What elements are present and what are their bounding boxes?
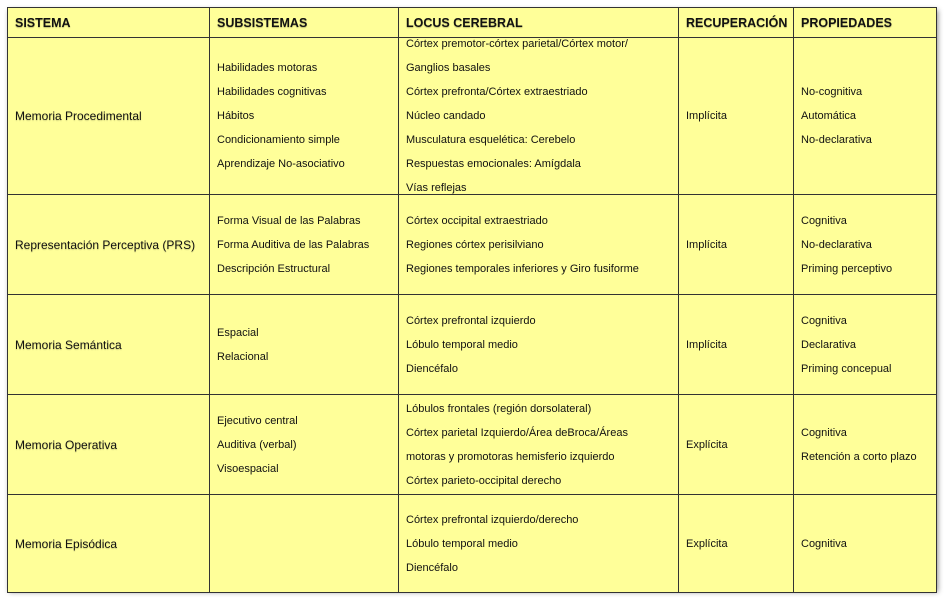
propiedad-item: Priming concepual: [801, 362, 892, 375]
propiedad-item: No-declarativa: [801, 134, 872, 146]
subsistema-item: Habilidades motoras: [217, 62, 318, 74]
propiedad-item: Cognitiva: [801, 314, 847, 327]
locus-line: Respuestas emocionales: Amígdala: [406, 158, 581, 170]
locus-entry: [406, 427, 671, 463]
subsistema-item: Condicionamiento simple: [217, 134, 340, 146]
subsistema-item: Aprendizaje No-asociativo: [217, 158, 345, 170]
locus-line: Lóbulos frontales (región dorsolateral): [406, 402, 592, 415]
propiedades-cell: [794, 195, 937, 295]
locus-line: Córtex occipital extraestriado: [406, 214, 548, 227]
locus-entry: [406, 38, 671, 74]
locus-line: Córtex parietal Izquierdo/Área deBroca/Áreas: [406, 426, 628, 439]
locus-line: Vías reflejas: [406, 182, 467, 194]
subsistema-item: Auditiva (verbal): [217, 438, 297, 451]
locus-entry: [406, 86, 671, 98]
propiedades-cell: [794, 295, 937, 395]
locus-entry: [406, 363, 671, 375]
recuperacion-cell: Implícita: [679, 295, 794, 395]
locus-cell: [399, 38, 679, 195]
locus-cell: [399, 295, 679, 395]
recuperacion-cell: Explícita: [679, 495, 794, 593]
locus-line: Musculatura esquelética: Cerebelo: [406, 134, 576, 146]
table-row: [8, 495, 937, 593]
subsistema-item: Forma Auditiva de las Palabras: [217, 238, 370, 251]
locus-line: Córtex parieto-occipital derecho: [406, 474, 562, 487]
propiedad-item: Cognitiva: [801, 537, 847, 550]
table-body: [8, 38, 937, 593]
locus-cell: [399, 195, 679, 295]
header-recuperacion: RECUPERACIÓN: [679, 8, 794, 38]
locus-entry: [406, 215, 671, 227]
locus-entry: [406, 315, 671, 327]
locus-entry: [406, 538, 671, 550]
propiedades-cell: [794, 38, 937, 195]
table-row: [8, 395, 937, 495]
propiedad-item: No-cognitiva: [801, 86, 863, 98]
locus-cell: [399, 395, 679, 495]
locus-entry: [406, 475, 671, 487]
sistema-cell: Memoria Semántica: [8, 295, 210, 395]
header-subsistemas: SUBSISTEMAS: [210, 8, 399, 38]
table-row: [8, 38, 937, 195]
locus-entry: [406, 562, 671, 574]
locus-line: Regiones córtex perisilviano: [406, 238, 544, 251]
sistema-cell: Memoria Episódica: [8, 495, 210, 593]
header-locus: LOCUS CEREBRAL: [399, 8, 679, 38]
header-row: [8, 8, 937, 38]
locus-line: Ganglios basales: [406, 62, 491, 74]
recuperacion-cell: Explícita: [679, 395, 794, 495]
locus-line: Lóbulo temporal medio: [406, 537, 518, 550]
propiedad-item: Cognitiva: [801, 426, 847, 439]
propiedades-cell: [794, 495, 937, 593]
subsistema-item: Espacial: [217, 326, 259, 339]
subsistema-item: Descripción Estructural: [217, 262, 331, 275]
table-row: [8, 195, 937, 295]
propiedad-item: Declarativa: [801, 338, 857, 351]
memory-systems-table: [7, 7, 937, 593]
sistema-cell: Memoria Operativa: [8, 395, 210, 495]
subsistemas-cell: [210, 38, 399, 195]
subsistemas-cell: [210, 195, 399, 295]
locus-line: motoras y promotoras hemisferio izquierdo: [406, 450, 615, 463]
locus-line: Diencéfalo: [406, 561, 458, 574]
subsistema-item: Ejecutivo central: [217, 414, 298, 427]
subsistema-item: Hábitos: [217, 110, 255, 122]
recuperacion-cell: Implícita: [679, 38, 794, 195]
propiedad-item: Retención a corto plazo: [801, 450, 917, 463]
locus-line: Diencéfalo: [406, 362, 458, 375]
locus-line: Córtex prefrontal izquierdo: [406, 314, 536, 327]
locus-entry: [406, 339, 671, 351]
locus-line: Núcleo candado: [406, 110, 486, 122]
subsistemas-cell: [210, 495, 399, 593]
header-propiedades: PROPIEDADES: [794, 8, 937, 38]
propiedad-item: No-declarativa: [801, 238, 872, 251]
locus-entry: [406, 134, 671, 170]
locus-entry: [406, 110, 671, 122]
subsistema-item: Habilidades cognitivas: [217, 86, 327, 98]
locus-line: Regiones temporales inferiores y Giro fusiforme: [406, 262, 639, 275]
propiedad-item: Priming perceptivo: [801, 262, 893, 275]
subsistemas-cell: [210, 395, 399, 495]
recuperacion-cell: Implícita: [679, 195, 794, 295]
locus-line: Córtex premotor-córtex parietal/Córtex motor/: [406, 38, 628, 50]
locus-entry: [406, 182, 671, 194]
locus-cell: [399, 495, 679, 593]
locus-entry: [406, 263, 671, 275]
subsistemas-cell: [210, 295, 399, 395]
propiedad-item: Automática: [801, 110, 857, 122]
locus-entry: [406, 403, 671, 415]
header-sistema: SISTEMA: [8, 8, 210, 38]
propiedad-item: Cognitiva: [801, 214, 847, 227]
subsistema-item: Visoespacial: [217, 462, 279, 475]
propiedades-cell: [794, 395, 937, 495]
subsistema-item: Relacional: [217, 350, 269, 363]
sistema-cell: Memoria Procedimental: [8, 38, 210, 195]
locus-line: Córtex prefronta/Córtex extraestriado: [406, 86, 588, 98]
locus-entry: [406, 514, 671, 526]
locus-entry: [406, 239, 671, 251]
sistema-cell: Representación Perceptiva (PRS): [8, 195, 210, 295]
memory-systems-table-frame: [7, 7, 936, 589]
subsistema-item: Forma Visual de las Palabras: [217, 214, 361, 227]
locus-line: Lóbulo temporal medio: [406, 338, 518, 351]
table-row: [8, 295, 937, 395]
locus-line: Córtex prefrontal izquierdo/derecho: [406, 513, 579, 526]
